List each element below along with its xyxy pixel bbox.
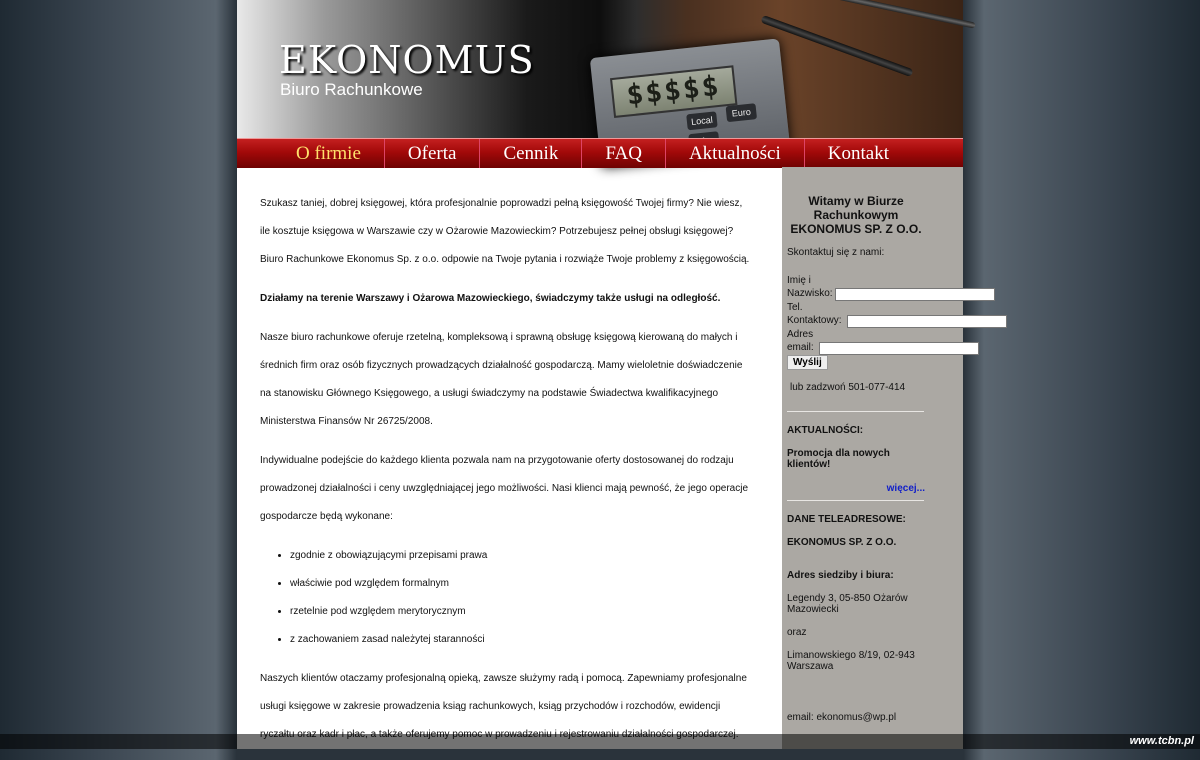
contact-label: Skontaktuj się z nami: (787, 247, 885, 258)
pen-graphic (760, 15, 913, 77)
phone-field[interactable] (847, 315, 1007, 328)
approach-paragraph: Indywidualne podejście do każdego klienta pozwala nam na przygotowanie oferty dostosowanej do rodzaju prowadzonej działalności i ceny uwzględniającej jego możliwości. Nasi klienci mają pewność, że jego operacje gospodarcze będą wykonane: (260, 455, 749, 522)
email-info: email: ekonomus@wp.pl (787, 712, 897, 723)
main-nav (237, 138, 963, 168)
nav-item-kontakt[interactable]: Kontakt (827, 143, 889, 164)
company-name: EKONOMUS SP. Z O.O. (787, 537, 897, 548)
list-item: • rzetelnie pod względem merytorycznym (290, 598, 750, 626)
site-logo-subtitle: Biuro Rachunkowe (280, 80, 423, 99)
address-2: Limanowskiego 8/19, 02-943 Warszawa (787, 650, 915, 672)
address-heading: Adres siedziby i biura: (787, 570, 894, 581)
news-heading: AKTUALNOŚCI: (787, 425, 864, 436)
main-content (260, 190, 750, 760)
pen-graphic (798, 0, 975, 29)
calculator-display: $$$$$ (610, 65, 738, 118)
watermark-text: www.tcbn.pl (1129, 735, 1194, 747)
email-field[interactable] (819, 342, 979, 355)
sidebar (782, 167, 963, 749)
nav-item-oferta[interactable]: Oferta (385, 139, 481, 168)
nav-item-o-firmie[interactable]: O firmie (272, 139, 385, 168)
news-item: Promocja dla nowych klientów! (787, 448, 890, 470)
submit-button[interactable]: Wyślij (787, 355, 828, 370)
offer-paragraph: Nasze biuro rachunkowe oferuje rzetelną, kompleksową i sprawną obsługę księgową kierowaną do małych i średnich firm oraz osób fizycznych prowadzących działalność gospodarczą. Mamy wieloletnie doświadczenie na stanowisku Głównego Księgowego, a usługi świadczymy na podstawie Świadectwa kwalifikacyjnego Ministerstwa Finansów Nr 26725/2008. (260, 332, 743, 427)
nav-item-faq[interactable]: FAQ (582, 139, 666, 168)
nav-item-aktualnosci[interactable]: Aktualności (666, 139, 805, 168)
page-wrapper (237, 0, 963, 749)
list-item: • właściwie pod względem formalnym (290, 570, 750, 598)
address-separator: oraz (787, 627, 807, 638)
address-1: Legendy 3, 05-850 Ożarów Mazowiecki (787, 593, 908, 615)
contact-form (787, 274, 1017, 370)
email-label: Adres email: (787, 329, 814, 353)
header-banner (237, 0, 963, 138)
quality-list (260, 542, 750, 654)
calculator-key: Euro (726, 103, 758, 122)
phone-label: Tel. Kontaktowy: (787, 302, 842, 326)
site-logo-title: EKONOMUS (279, 38, 535, 82)
name-label: Imię i Nazwisko: (787, 275, 833, 299)
list-item: • zgodnie z obowiązującymi przepisami prawa (290, 542, 750, 570)
name-field[interactable] (835, 288, 995, 301)
services-paragraph: Naszych klientów otaczamy profesjonalną opieką, zawsze służymy radą i pomocą. Zapewniamy profesjonalne usługi księgowe w zakresie prowadzenia ksiąg rachunkowych, ksiąg przychodów i rozchodów, ewidencji (260, 673, 747, 712)
watermark-bar (0, 734, 1200, 749)
sidebar-welcome-heading: Witamy w Biurze Rachunkowym EKONOMUS SP. Z O.O. (790, 194, 922, 236)
list-item: • z zachowaniem zasad należytej staranności (290, 626, 750, 654)
intro-paragraph: Szukasz taniej, dobrej księgowej, która profesjonalnie poprowadzi pełną księgowość Twojej firmy? Nie wiesz, ile kosztuje księgowa w Warszawie czy w Ożarowie Mazowieckim? Potrzebujesz pełnej obsługi księgowej? Biuro Rachunkowe Ekonomus Sp. z o.o. odpowie na Twoje pytania i rozwiąże Twoje problemy z księgowością. (260, 198, 750, 265)
area-paragraph: Działamy na terenie Warszawy i Ożarowa Mazowieckiego, świadczymy także usługi na odległość. (260, 293, 721, 304)
calculator-key: Local (686, 111, 718, 130)
contact-data-heading: DANE TELEADRESOWE: (787, 514, 906, 525)
nav-item-cennik[interactable]: Cennik (480, 139, 582, 168)
news-more-link[interactable]: więcej... (886, 483, 925, 494)
phone-info: lub zadzwoń 501-077-414 (790, 382, 906, 393)
divider (787, 500, 924, 501)
divider (787, 411, 924, 412)
